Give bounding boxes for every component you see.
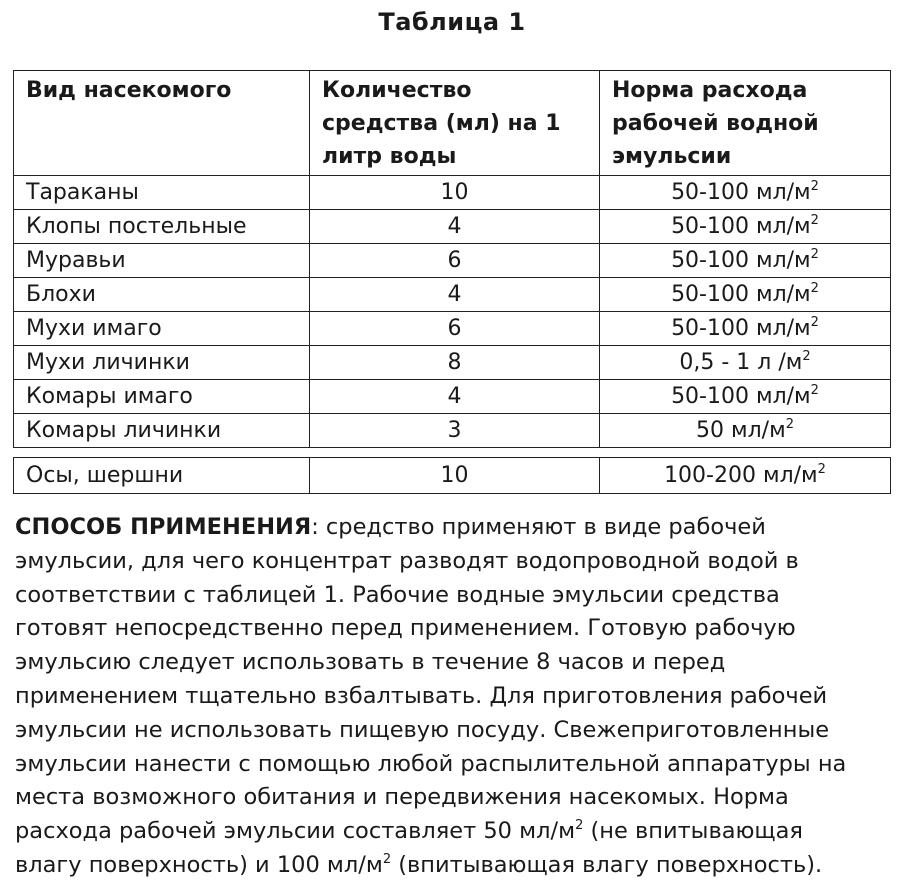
insect-cell: Мухи личинки	[14, 346, 310, 380]
table-header-row	[14, 71, 891, 176]
header-insect: Вид насекомого	[14, 71, 310, 176]
paragraph-line: расхода рабочей эмульсии составляет 50 $мл/м^2$ (не впитывающая	[15, 818, 803, 845]
rate-cell: 50-100 $мл/м^2$	[600, 244, 891, 278]
rate-cell: 50 $мл/м^2$	[600, 414, 891, 448]
paragraph-line: СПОСОБ ПРИМЕНЕНИЯ: средство применяют в виде рабочей	[15, 514, 766, 540]
paragraph-line: эмульсию следует использовать в течение 8 часов и перед	[15, 649, 726, 676]
paragraph-line: влагу поверхность) и 100 $мл/м^2$ (впитывающая влагу поверхность).	[15, 851, 823, 878]
insect-cell: Тараканы	[14, 176, 310, 210]
insect-cell: Комары личинки	[14, 414, 310, 448]
method-paragraph	[15, 511, 899, 883]
rate-cell: 100-200 $мл/м^2$	[600, 458, 891, 494]
rate-cell: 0,5 - 1 л $/м^2$	[600, 346, 891, 380]
amount-cell: 10	[310, 176, 600, 210]
table-row	[14, 414, 891, 448]
amount-cell: 4	[310, 278, 600, 312]
amount-cell: 6	[310, 312, 600, 346]
paragraph-line: применением тщательно взбалтывать. Для приготовления рабочей	[15, 682, 828, 709]
paragraph-line: эмульсии, для чего концентрат разводят водопроводной водой в	[15, 547, 799, 574]
paragraph-line: эмульсии не использовать пищевую посуду. Свежеприготовленные	[15, 716, 830, 743]
table-row	[14, 346, 891, 380]
rate-cell: 50-100 $мл/м^2$	[600, 176, 891, 210]
paragraph-line: соответствии с таблицей 1. Рабочие водные эмульсии средства	[15, 581, 780, 608]
insect-cell: Клопы постельные	[14, 210, 310, 244]
insect-cell: Мухи имаго	[14, 312, 310, 346]
header-rate: Норма расхода рабочей водной эмульсии	[600, 71, 891, 176]
insect-cell: Муравьи	[14, 244, 310, 278]
table-row	[14, 312, 891, 346]
table-row	[14, 244, 891, 278]
rate-cell: 50-100 $мл/м^2$	[600, 210, 891, 244]
paragraph-line: места возможного обитания и передвижения насекомых. Норма	[15, 784, 789, 811]
table-row	[14, 176, 891, 210]
amount-cell: 6	[310, 244, 600, 278]
rate-cell: 50-100 $мл/м^2$	[600, 278, 891, 312]
table-title: Таблица 1	[378, 8, 526, 36]
table-row	[14, 458, 891, 494]
amount-cell: 4	[310, 380, 600, 414]
rate-cell: 50-100 $мл/м^2$	[600, 312, 891, 346]
insect-cell: Осы, шершни	[14, 458, 310, 494]
header-amount: Количество средства (мл) на 1 литр воды	[310, 71, 600, 176]
insect-table	[13, 70, 891, 448]
paragraph-line: эмульсии нанести с помощью любой распылительной аппаратуры на	[15, 750, 847, 777]
table-row	[14, 278, 891, 312]
wasp-table	[13, 457, 891, 494]
amount-cell: 3	[310, 414, 600, 448]
amount-cell: 8	[310, 346, 600, 380]
insect-cell: Блохи	[14, 278, 310, 312]
amount-cell: 4	[310, 210, 600, 244]
rate-cell: 50-100 $мл/м^2$	[600, 380, 891, 414]
table-row	[14, 380, 891, 414]
insect-cell: Комары имаго	[14, 380, 310, 414]
method-heading: СПОСОБ ПРИМЕНЕНИЯ	[15, 514, 312, 540]
amount-cell: 10	[310, 458, 600, 494]
table-row	[14, 210, 891, 244]
paragraph-line: готовят непосредственно перед применением. Готовую рабочую	[15, 615, 796, 642]
